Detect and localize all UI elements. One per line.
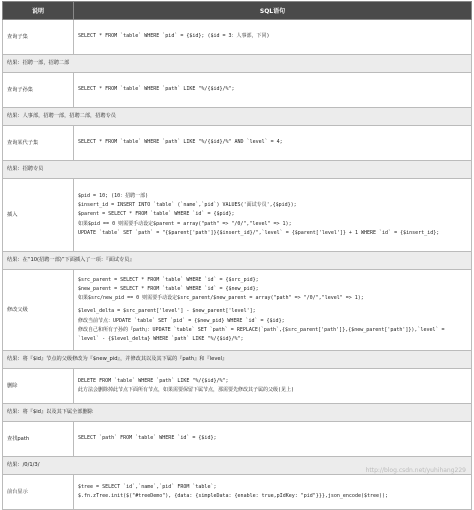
sql-code	[74, 73, 472, 108]
operation-row	[3, 20, 472, 55]
sql-code	[74, 475, 472, 510]
operation-description: 删除	[3, 369, 74, 404]
result-row	[3, 404, 472, 422]
operation-row	[3, 73, 472, 108]
operation-row	[3, 126, 472, 161]
code-line: $parent = SELECT * FROM `table` WHERE `id` = {$pid};	[78, 210, 467, 219]
operation-row	[3, 369, 472, 404]
result-text: 结果：/0/1/3/	[3, 457, 472, 475]
operation-description: 前台显示	[3, 475, 74, 510]
operation-description: 插入	[3, 179, 74, 252]
code-line: UPDATE `table` SET `path` = "{$parent['path']}{$insert_id}/",`level` = {$parent['level']} + 1 WHERE `id` = {$insert_id};	[78, 229, 467, 238]
code-line: $new_parent = SELECT * FROM `table` WHERE `id` = {$new_pid};	[78, 285, 467, 294]
code-line: $pid = 10; (10：招聘一部)	[78, 192, 467, 201]
code-line: $level_delta = $src_parent['level'] - $new_parent['level'];	[78, 307, 467, 316]
code-line: $.fn.zTree.init($("#treeDemo"), {data: {simpleData: {enable: true,pIdKey: "pid"}}},json_encode($tree));	[78, 492, 467, 501]
operation-description: 查询某代子集	[3, 126, 74, 161]
code-line: 修改当前节点：UPDATE `table` SET `pid` = {$new_pid} WHERE `id` = {$id};	[78, 317, 467, 326]
code-line: $tree = SELECT `id`,`name`,`pid` FROM `table`;	[78, 483, 467, 492]
result-row	[3, 252, 472, 270]
operation-description: 查找path	[3, 422, 74, 457]
sql-code	[74, 270, 472, 351]
operation-description: 修改父级	[3, 270, 74, 351]
result-text: 结果：招聘一部，招聘二部	[3, 55, 472, 73]
header-sql: SQL语句	[74, 2, 472, 20]
code-line: 此方法会删除掉此节点下面所有节点，如果需要保留下属节点，那需要先修改其子属的父级(见上)	[78, 386, 467, 395]
table-header	[3, 2, 472, 20]
result-row	[3, 351, 472, 369]
operation-description: 查询子集	[3, 20, 74, 55]
operation-description: 查询子孙集	[3, 73, 74, 108]
code-line: SELECT * FROM `table` WHERE `path` LIKE "%/{$id}/%" AND `level` = 4;	[78, 138, 467, 147]
operation-row	[3, 179, 472, 252]
code-line: $insert_id = INSERT INTO `table` (`name`,`pid`) VALUES('面试专员',{$pid});	[78, 201, 467, 210]
code-line: DELETE FROM `table` WHERE `path` LIKE "%/{$id}/%";	[78, 377, 467, 386]
result-text: 结果：在“10(招聘一部)”下面插入了一项：『面试专员』	[3, 252, 472, 270]
code-line: 如果$src/new_pid == 0 则需要手动设定$src_parent/$new_parent = array("path" => "/0/","level" => 1);	[78, 294, 467, 303]
sql-code	[74, 369, 472, 404]
result-text: 结果：将『$id』节点的父级修改为『$new_pid』，并修改其以及其下属的『path』和『level』	[3, 351, 472, 369]
operation-row	[3, 422, 472, 457]
result-text: 结果：将『$id』以及其下属全部删除	[3, 404, 472, 422]
watermark: http://blog.csdn.net/yuhihang229	[366, 467, 466, 474]
sql-reference-table	[2, 1, 472, 510]
sql-code	[74, 179, 472, 252]
sql-code	[74, 126, 472, 161]
code-line: SELECT * FROM `table` WHERE `path` LIKE "%/{$id}/%";	[78, 85, 467, 94]
result-text: 结果：人事部，招聘一部，招聘二部，招聘专员	[3, 108, 472, 126]
code-line: 如果$pid == 0 则需要手动设定$parent = array("path" => "/0/","level" => 1);	[78, 220, 467, 229]
operation-row	[3, 270, 472, 351]
code-line: $src_parent = SELECT * FROM `table` WHERE `id` = {$src_pid};	[78, 276, 467, 285]
result-row	[3, 108, 472, 126]
result-text: 结果：招聘专员	[3, 161, 472, 179]
operation-row	[3, 475, 472, 510]
result-row	[3, 55, 472, 73]
code-line: `level` - {$level_delta} WHERE `path` LIKE "%/{$id}/%";	[78, 335, 467, 344]
sql-code	[74, 20, 472, 55]
header-description: 说明	[3, 2, 74, 20]
result-row	[3, 161, 472, 179]
code-line: 修改自己和所有子孙的『path』：UPDATE `table` SET `path` = REPLACE(`path`,{$src_parent['path']},{$new_parent['path']}),`level` =	[78, 326, 467, 335]
code-line: SELECT * FROM `table` WHERE `pid` = {$id}; ($id = 3：人事部，下同)	[78, 32, 467, 41]
code-line: SELECT `path` FROM `table` WHERE `id` = {$id};	[78, 434, 467, 443]
sql-code	[74, 422, 472, 457]
